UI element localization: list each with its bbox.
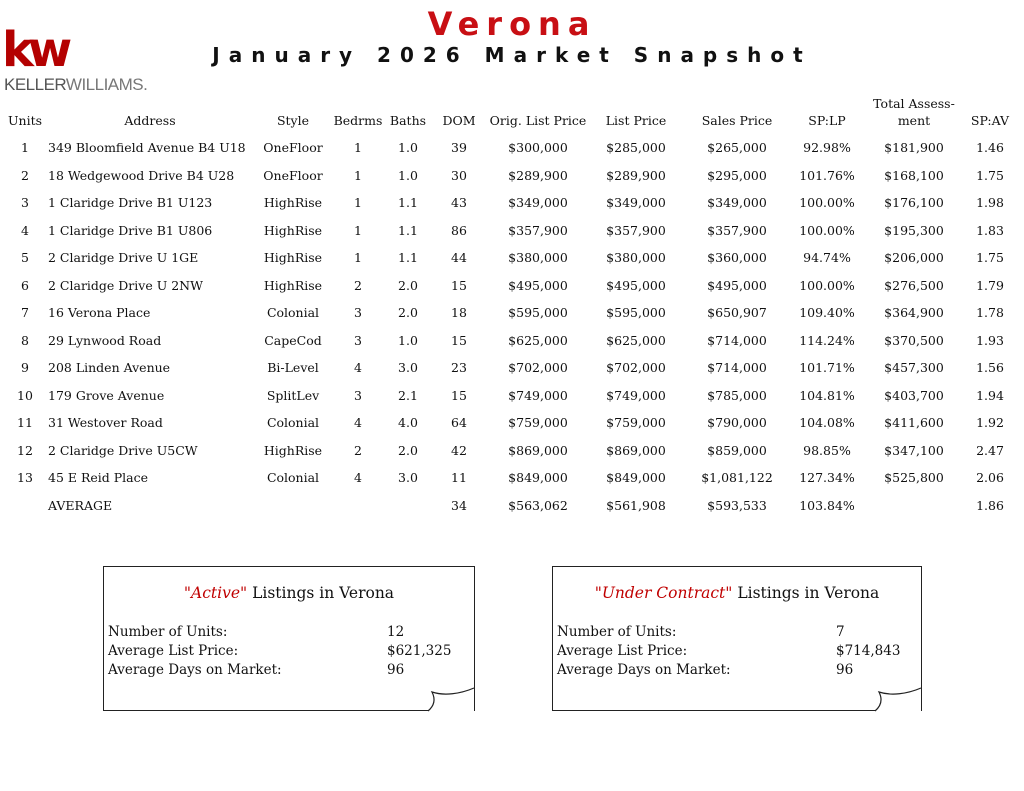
cell-sales-price: $859,000 <box>707 442 767 458</box>
cell-orig-list-price: $595,000 <box>508 305 568 320</box>
cell-style: HighRise <box>263 277 323 293</box>
cell-sp-lp: 92.98% <box>803 140 851 155</box>
cell-address: 1 Claridge Drive B1 U123 <box>48 195 213 210</box>
cell-unit: 13 <box>17 470 33 485</box>
under-contract-avg-dom-value: 96 <box>836 662 854 678</box>
active-title-emphasis: "Active" <box>183 584 248 602</box>
cell-style: Colonial <box>266 305 320 320</box>
header-sales-price: Sales Price <box>701 113 773 128</box>
cell-orig-list-price: $300,000 <box>508 140 568 155</box>
cell-list-price: $285,000 <box>606 140 666 155</box>
table-row <box>0 136 1024 160</box>
cell-baths: 1.0 <box>398 140 418 155</box>
cell-sp-av: 1.94 <box>976 387 1004 403</box>
cell-dom: 23 <box>451 360 467 375</box>
active-units-label: Number of Units: <box>108 624 228 640</box>
cell-style: HighRise <box>263 195 323 210</box>
cell-bedrooms: 4 <box>354 415 362 430</box>
cell-style: OneFloor <box>263 140 323 155</box>
header-baths: Baths <box>389 113 427 128</box>
cell-bedrooms: 1 <box>354 195 362 210</box>
cell-orig-list-price: $625,000 <box>508 332 568 348</box>
cell-total-assessment: $457,300 <box>884 360 944 375</box>
cell-address: 2 Claridge Drive U5CW <box>48 442 198 458</box>
cell-orig-list-price: $495,000 <box>508 277 568 293</box>
cell-total-assessment: $181,900 <box>884 140 944 155</box>
cell-address: 29 Lynwood Road <box>48 332 162 348</box>
cell-unit: 8 <box>21 332 29 348</box>
cell-sp-lp: 114.24% <box>799 332 855 348</box>
cell-bedrooms: 4 <box>354 470 362 485</box>
table-row <box>0 384 1024 408</box>
average-row <box>0 494 1024 518</box>
average-dom: 34 <box>451 497 467 513</box>
cell-sales-price: $650,907 <box>707 305 767 320</box>
active-listings-box <box>103 566 475 711</box>
cell-bedrooms: 1 <box>354 140 362 155</box>
under-contract-title-rest: Listings in Verona <box>732 584 880 602</box>
cell-orig-list-price: $749,000 <box>508 387 568 403</box>
cell-address: 208 Linden Avenue <box>48 360 171 375</box>
cell-list-price: $289,900 <box>606 167 666 183</box>
under-contract-avg-dom-label: Average Days on Market: <box>557 662 731 678</box>
cell-bedrooms: 2 <box>354 442 362 458</box>
cell-sp-lp: 98.85% <box>803 442 851 458</box>
active-avg-price-value: $621,325 <box>387 643 452 659</box>
header-bedrooms: Bedrms <box>333 113 383 128</box>
cell-sp-lp: 101.76% <box>799 167 855 183</box>
table-row <box>0 411 1024 435</box>
cell-baths: 1.1 <box>398 222 418 238</box>
cell-baths: 2.1 <box>398 387 418 403</box>
average-sp-av: 1.86 <box>976 497 1004 513</box>
active-avg-dom-value: 96 <box>387 662 405 678</box>
cell-dom: 30 <box>451 167 467 183</box>
cell-total-assessment: $411,600 <box>884 415 944 430</box>
cell-sp-lp: 104.08% <box>799 415 855 430</box>
logo-brand-light: WILLIAMS. <box>65 75 148 94</box>
average-orig-list-price: $563,062 <box>508 497 568 513</box>
cell-style: SplitLev <box>266 387 320 403</box>
under-contract-box <box>552 566 922 711</box>
header-total-assessment <box>866 95 962 129</box>
cell-orig-list-price: $702,000 <box>508 360 568 375</box>
cell-style: HighRise <box>263 442 323 458</box>
cell-list-price: $380,000 <box>606 250 666 265</box>
cell-dom: 44 <box>451 250 467 265</box>
cell-list-price: $849,000 <box>606 470 666 485</box>
cell-dom: 15 <box>451 387 467 403</box>
cell-sales-price: $295,000 <box>707 167 767 183</box>
cell-baths: 1.1 <box>398 195 418 210</box>
table-row <box>0 274 1024 298</box>
cell-sales-price: $360,000 <box>707 250 767 265</box>
cell-unit: 9 <box>21 360 29 375</box>
cell-baths: 3.0 <box>398 470 418 485</box>
page-curl-icon <box>426 686 476 712</box>
cell-bedrooms: 1 <box>354 167 362 183</box>
cell-dom: 11 <box>451 470 467 485</box>
cell-sp-lp: 100.00% <box>799 277 855 293</box>
cell-list-price: $759,000 <box>606 415 666 430</box>
cell-orig-list-price: $380,000 <box>508 250 568 265</box>
cell-orig-list-price: $357,900 <box>508 222 568 238</box>
cell-list-price: $349,000 <box>606 195 666 210</box>
page-title: Verona <box>427 5 597 43</box>
cell-dom: 15 <box>451 332 467 348</box>
table-row <box>0 191 1024 215</box>
cell-dom: 43 <box>451 195 467 210</box>
page-subtitle: January 2026 Market Snapshot <box>212 43 812 67</box>
header-list-price: List Price <box>605 113 667 128</box>
cell-unit: 7 <box>21 305 29 320</box>
header-sp-av: SP:AV <box>970 113 1010 128</box>
cell-bedrooms: 3 <box>354 305 362 320</box>
cell-dom: 42 <box>451 442 467 458</box>
cell-list-price: $702,000 <box>606 360 666 375</box>
cell-unit: 12 <box>17 442 33 458</box>
cell-sp-av: 1.93 <box>976 332 1004 348</box>
cell-baths: 2.0 <box>398 277 418 293</box>
cell-orig-list-price: $869,000 <box>508 442 568 458</box>
cell-style: HighRise <box>263 222 323 238</box>
cell-list-price: $749,000 <box>606 387 666 403</box>
table-row <box>0 219 1024 243</box>
cell-sp-lp: 127.34% <box>799 470 855 485</box>
table-row <box>0 329 1024 353</box>
cell-unit: 2 <box>21 167 29 183</box>
cell-sp-lp: 104.81% <box>799 387 855 403</box>
under-contract-title-emphasis: "Under Contract" <box>594 584 733 602</box>
cell-address: 2 Claridge Drive U 2NW <box>48 277 203 293</box>
cell-list-price: $495,000 <box>606 277 666 293</box>
cell-total-assessment: $276,500 <box>884 277 944 293</box>
cell-bedrooms: 3 <box>354 332 362 348</box>
active-listings-title <box>104 584 474 602</box>
average-sales-price: $593,533 <box>707 497 767 513</box>
cell-unit: 1 <box>21 140 29 155</box>
table-row <box>0 439 1024 463</box>
cell-address: 45 E Reid Place <box>48 470 149 485</box>
cell-sales-price: $265,000 <box>707 140 767 155</box>
cell-dom: 64 <box>451 415 467 430</box>
cell-address: 1 Claridge Drive B1 U806 <box>48 222 213 238</box>
cell-baths: 2.0 <box>398 305 418 320</box>
cell-style: Colonial <box>266 470 320 485</box>
cell-total-assessment: $176,100 <box>884 195 944 210</box>
cell-baths: 4.0 <box>398 415 418 430</box>
logo-brand-bold: KELLER <box>4 75 66 94</box>
cell-style: HighRise <box>263 250 323 265</box>
cell-sp-av: 1.79 <box>976 277 1004 293</box>
table-row <box>0 301 1024 325</box>
header-dom: DOM <box>442 113 476 128</box>
cell-orig-list-price: $849,000 <box>508 470 568 485</box>
cell-total-assessment: $195,300 <box>884 222 944 238</box>
cell-list-price: $869,000 <box>606 442 666 458</box>
cell-baths: 1.0 <box>398 167 418 183</box>
cell-sp-av: 1.46 <box>976 140 1004 155</box>
cell-style: CapeCod <box>264 332 322 348</box>
cell-bedrooms: 4 <box>354 360 362 375</box>
average-label: AVERAGE <box>48 497 113 513</box>
cell-list-price: $625,000 <box>606 332 666 348</box>
active-title-rest: Listings in Verona <box>247 584 395 602</box>
under-contract-title <box>553 584 921 602</box>
cell-sp-lp: 94.74% <box>803 250 851 265</box>
cell-bedrooms: 3 <box>354 387 362 403</box>
cell-address: 18 Wedgewood Drive B4 U28 <box>48 167 235 183</box>
cell-total-assessment: $347,100 <box>884 442 944 458</box>
cell-sp-av: 1.98 <box>976 195 1004 210</box>
cell-bedrooms: 2 <box>354 277 362 293</box>
average-sp-lp: 103.84% <box>799 497 855 513</box>
kw-logo-mark: kw <box>2 22 67 78</box>
header-units: Units <box>7 113 43 128</box>
cell-sales-price: $714,000 <box>707 332 767 348</box>
cell-sp-lp: 109.40% <box>799 305 855 320</box>
under-contract-avg-price-value: $714,843 <box>836 643 901 659</box>
cell-sp-av: 1.75 <box>976 167 1004 183</box>
cell-dom: 15 <box>451 277 467 293</box>
cell-unit: 10 <box>17 387 33 403</box>
under-contract-avg-price-label: Average List Price: <box>557 643 688 659</box>
cell-address: 2 Claridge Drive U 1GE <box>48 250 199 265</box>
cell-bedrooms: 1 <box>354 250 362 265</box>
cell-address: 16 Verona Place <box>48 305 151 320</box>
cell-list-price: $357,900 <box>606 222 666 238</box>
cell-list-price: $595,000 <box>606 305 666 320</box>
cell-sp-av: 1.56 <box>976 360 1004 375</box>
cell-sp-lp: 101.71% <box>799 360 855 375</box>
active-units-value: 12 <box>387 624 405 640</box>
cell-baths: 1.0 <box>398 332 418 348</box>
cell-sp-av: 1.75 <box>976 250 1004 265</box>
header-total-assessment-line2: ment <box>897 113 931 128</box>
cell-sales-price: $495,000 <box>707 277 767 293</box>
cell-address: 31 Westover Road <box>48 415 163 430</box>
cell-sales-price: $785,000 <box>707 387 767 403</box>
cell-baths: 3.0 <box>398 360 418 375</box>
table-row <box>0 164 1024 188</box>
cell-sp-av: 2.06 <box>976 470 1004 485</box>
cell-orig-list-price: $349,000 <box>508 195 568 210</box>
cell-sales-price: $714,000 <box>707 360 767 375</box>
cell-total-assessment: $364,900 <box>884 305 944 320</box>
cell-style: OneFloor <box>263 167 323 183</box>
cell-sp-lp: 100.00% <box>799 222 855 238</box>
cell-sp-av: 1.92 <box>976 415 1004 430</box>
cell-unit: 3 <box>21 195 29 210</box>
cell-unit: 4 <box>21 222 29 238</box>
header-orig-list-price: Orig. List Price <box>489 113 587 128</box>
cell-baths: 1.1 <box>398 250 418 265</box>
header-sp-lp: SP:LP <box>808 113 846 128</box>
cell-sp-lp: 100.00% <box>799 195 855 210</box>
cell-address: 179 Grove Avenue <box>48 387 165 403</box>
cell-total-assessment: $370,500 <box>884 332 944 348</box>
cell-unit: 5 <box>21 250 29 265</box>
header-total-assessment-line1: Total Assess- <box>873 96 955 111</box>
under-contract-units-value: 7 <box>836 624 845 640</box>
cell-orig-list-price: $759,000 <box>508 415 568 430</box>
table-header <box>0 90 1024 135</box>
page-curl-icon <box>873 686 923 712</box>
cell-sp-av: 1.83 <box>976 222 1004 238</box>
cell-sales-price: $349,000 <box>707 195 767 210</box>
cell-sales-price: $1,081,122 <box>701 470 773 485</box>
header-style: Style <box>276 113 310 128</box>
cell-bedrooms: 1 <box>354 222 362 238</box>
table-row <box>0 246 1024 270</box>
average-list-price: $561,908 <box>606 497 666 513</box>
table-row <box>0 466 1024 490</box>
cell-style: Colonial <box>266 415 320 430</box>
cell-sales-price: $790,000 <box>707 415 767 430</box>
cell-dom: 39 <box>451 140 467 155</box>
cell-style: Bi-Level <box>267 360 319 375</box>
cell-total-assessment: $525,800 <box>884 470 944 485</box>
table-row <box>0 356 1024 380</box>
header-address: Address <box>124 113 176 128</box>
cell-unit: 6 <box>21 277 29 293</box>
cell-sales-price: $357,900 <box>707 222 767 238</box>
cell-sp-av: 1.78 <box>976 305 1004 320</box>
cell-orig-list-price: $289,900 <box>508 167 568 183</box>
cell-total-assessment: $168,100 <box>884 167 944 183</box>
cell-sp-av: 2.47 <box>976 442 1004 458</box>
cell-dom: 86 <box>451 222 467 238</box>
cell-total-assessment: $403,700 <box>884 387 944 403</box>
active-avg-dom-label: Average Days on Market: <box>108 662 282 678</box>
active-avg-price-label: Average List Price: <box>108 643 239 659</box>
under-contract-units-label: Number of Units: <box>557 624 677 640</box>
cell-dom: 18 <box>451 305 467 320</box>
cell-baths: 2.0 <box>398 442 418 458</box>
cell-total-assessment: $206,000 <box>884 250 944 265</box>
cell-address: 349 Bloomfield Avenue B4 U18 <box>48 140 246 155</box>
cell-unit: 11 <box>17 415 33 430</box>
